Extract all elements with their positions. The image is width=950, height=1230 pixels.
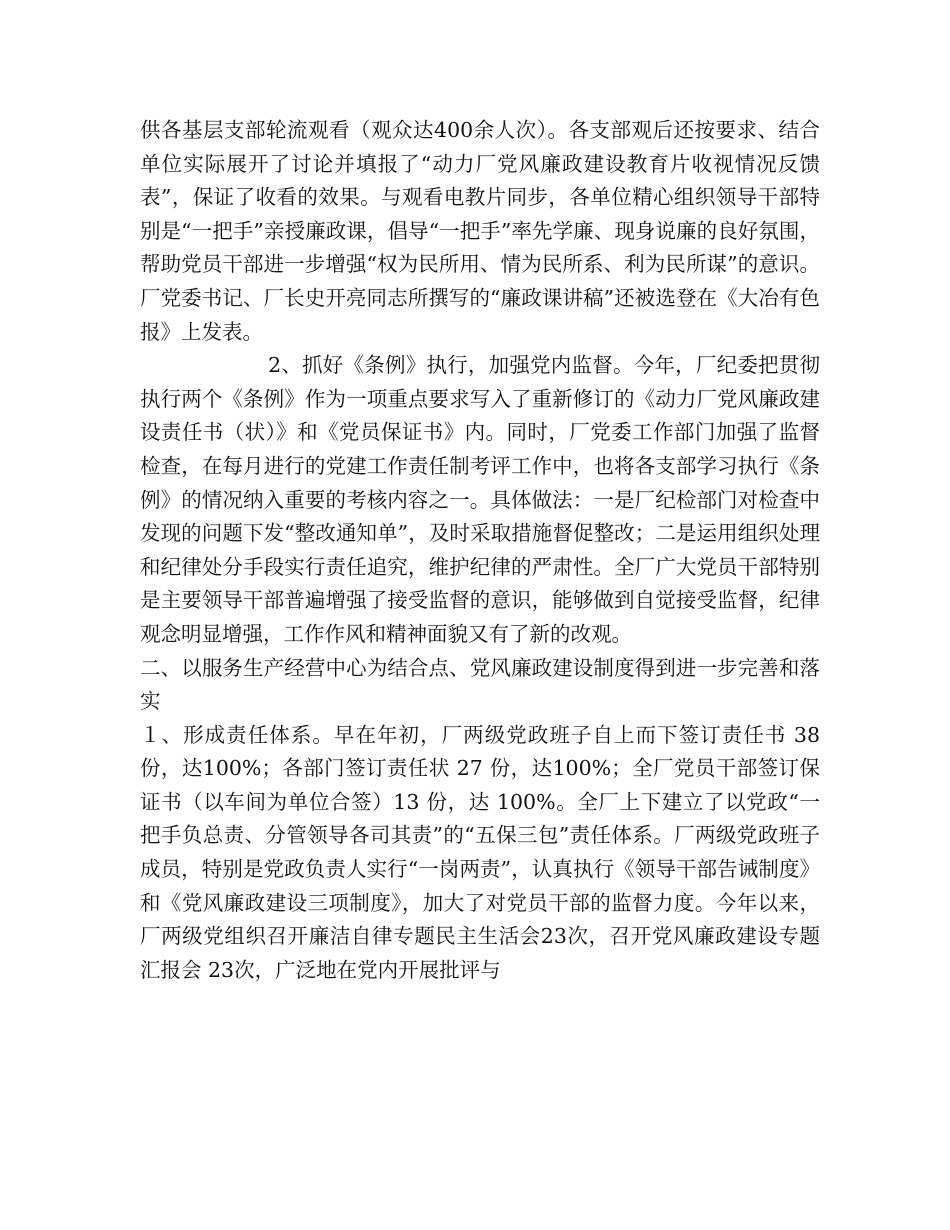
section-heading-two: 二、以服务生产经营中心为结合点、党风廉政建设制度得到进一步完善和落实 [140,655,820,714]
paragraph-responsibility-system: １、形成责任体系。早在年初，厂两级党政班子自上而下签订责任书 38 份，达100%；各部门签订责任状 27 份，达100%；全厂党员干部签订保证书（以车间为单位合签）13 份，达 100%。全厂上下建立了以党政“一把手负总责、分管领导各司其责”的“五保三包”责任体系。厂两级党政班子成员，特别是党政负责人实行“一岗两责”，认真执行《领导干部告诫制度》和《党风廉政建设三项制度》，加大了对党员干部的监督力度。今年以来，厂两级党组织召开廉洁自律专题民主生活会23次，召开党风廉政建设专题汇报会 23次，广泛地在党内开展批评与 [140,722,827,982]
paragraph-regulation-supervision: 2、抓好《条例》执行，加强党内监督。今年，厂纪委把贯彻执行两个《条例》作为一项重点要求写入了重新修订的《动力厂党风廉政建设责任书（状）》和《党员保证书》内。同时，厂党委工作部门加强了监督检查，在每月进行的党建工作责任制考评工作中，也将各支部学习执行《条例》的情况纳入重要的考核内容之一。具体做法：一是厂纪检部门对检查中发现的问题下发“整改通知单”，及时采取措施督促整改；二是运用组织处理和纪律处分手段实行责任追究，维护纪律的严肃性。全厂广大党员干部特别是主要领导干部普遍增强了接受监督的意识，能够做到自觉接受监督，纪律观念明显增强，工作作风和精神面貌又有了新的改观。 [140,353,820,646]
paragraph-education-film: 供各基层支部轮流观看（观众达400余人次）。各支部观后还按要求、结合单位实际展开了讨论并填报了“动力厂党风廉政建设教育片收视情况反馈表”，保证了收看的效果。与观看电教片同步，各单位精心组织领导干部特别是“一把手”亲授廉政课，倡导“一把手”率先学廉、现身说廉的良好氛围，帮助党员干部进一步增强“权为民所用、情为民所系、利为民所谋”的意识。厂党委书记、厂长史开亮同志所撰写的“廉政课讲稿”还被选登在《大冶有色报》上发表。 [140,118,820,344]
document-body [140,114,827,987]
